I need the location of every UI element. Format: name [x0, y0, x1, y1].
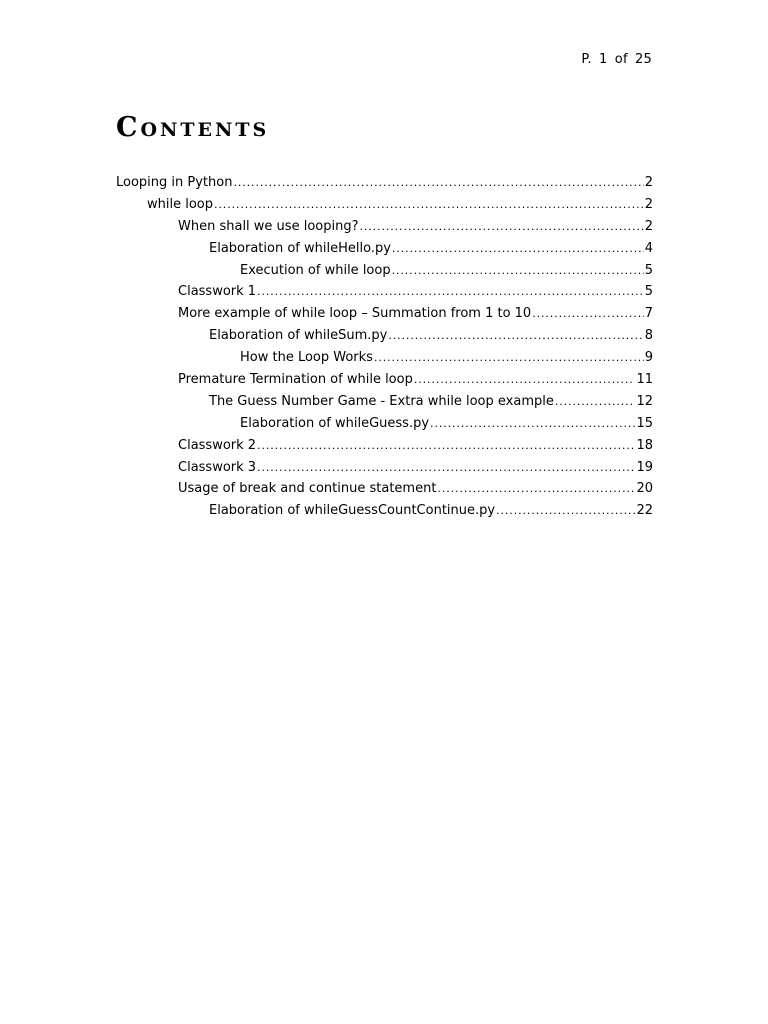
contents-title: Contents [116, 112, 270, 143]
dot-leader [430, 417, 635, 430]
dot-leader [392, 264, 644, 277]
toc-entry[interactable] [116, 241, 653, 263]
toc-entry-page: 8 [644, 328, 653, 344]
toc-entry-title: Classwork 1 [178, 284, 257, 300]
toc-entry-page: 7 [644, 306, 653, 322]
dot-leader [414, 373, 636, 386]
toc-entry[interactable] [116, 263, 653, 285]
dot-leader [359, 220, 643, 233]
toc-entry-title: Premature Termination of while loop [178, 372, 413, 388]
toc-entry[interactable] [116, 197, 653, 219]
toc-entry[interactable] [116, 460, 653, 482]
toc-entry-title: Execution of while loop [240, 262, 391, 278]
toc-entry[interactable] [116, 350, 653, 372]
toc-entry-title: When shall we use looping? [178, 218, 359, 234]
dot-leader [392, 242, 644, 255]
toc-entry-page: 22 [636, 503, 653, 519]
toc-entry-page: 12 [636, 393, 653, 409]
toc-entry[interactable] [116, 328, 653, 350]
dot-leader [555, 395, 636, 408]
toc-entry-page: 2 [644, 196, 653, 212]
toc-entry[interactable] [116, 503, 653, 525]
toc-entry-page: 5 [644, 262, 653, 278]
page-number: P. 1 of 25 [581, 52, 652, 67]
dot-leader [496, 504, 635, 517]
toc-entry[interactable] [116, 438, 653, 460]
toc-entry[interactable] [116, 175, 653, 197]
dot-leader [374, 351, 644, 364]
toc-entry-page: 11 [636, 372, 653, 388]
dot-leader [437, 482, 635, 495]
toc-entry-page: 9 [644, 350, 653, 366]
toc-entry[interactable] [116, 394, 653, 416]
toc-entry-title: Classwork 3 [178, 459, 257, 475]
dot-leader [388, 329, 643, 342]
toc-entry-title: How the Loop Works [240, 350, 373, 366]
table-of-contents [116, 175, 653, 525]
toc-entry-title: The Guess Number Game - Extra while loop example [209, 393, 554, 409]
dot-leader [532, 307, 644, 320]
toc-entry-page: 18 [636, 437, 653, 453]
toc-entry[interactable] [116, 416, 653, 438]
toc-entry-page: 2 [644, 218, 653, 234]
dot-leader [257, 439, 635, 452]
toc-entry-title: Looping in Python [116, 175, 233, 190]
toc-entry[interactable] [116, 306, 653, 328]
dot-leader [214, 198, 644, 211]
toc-entry[interactable] [116, 284, 653, 306]
dot-leader [257, 461, 635, 474]
toc-entry-title: Usage of break and continue statement [178, 481, 437, 497]
dot-leader [257, 285, 644, 298]
toc-entry-title: More example of while loop – Summation from 1 to 10 [178, 306, 532, 322]
toc-entry-page: 4 [644, 240, 653, 256]
toc-entry[interactable] [116, 481, 653, 503]
toc-entry-page: 5 [644, 284, 653, 300]
toc-entry-page: 15 [636, 415, 653, 431]
toc-entry-title: Classwork 2 [178, 437, 257, 453]
toc-entry-title: Elaboration of whileHello.py [209, 240, 391, 256]
toc-entry[interactable] [116, 372, 653, 394]
toc-entry-page: 19 [636, 459, 653, 475]
toc-entry-page: 20 [636, 481, 653, 497]
toc-entry-title: while loop [147, 196, 213, 212]
toc-entry-title: Elaboration of whileSum.py [209, 328, 388, 344]
toc-entry-title: Elaboration of whileGuessCountContinue.py [209, 503, 496, 519]
toc-entry-page: 2 [644, 175, 653, 190]
toc-entry[interactable] [116, 219, 653, 241]
dot-leader [233, 176, 643, 189]
toc-entry-title: Elaboration of whileGuess.py [240, 415, 430, 431]
